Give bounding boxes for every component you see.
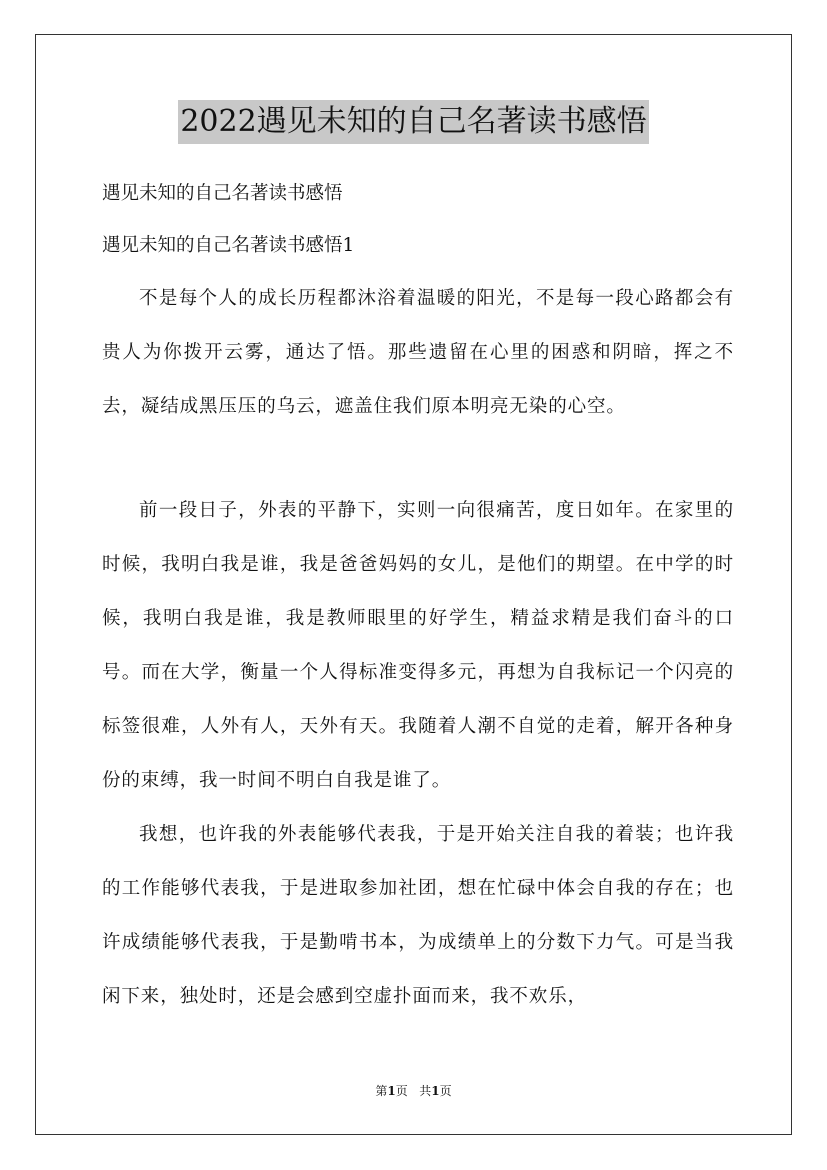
document-body [102,168,734,1024]
document-title: 2022遇见未知的自己名著读书感悟 [178,100,648,144]
paragraph-1: 不是每个人的成长历程都沐浴着温暖的阳光，不是每一段心路都会有贵人为你拨开云雾，通达了悟。那些遗留在心里的困惑和阴暗，挥之不去，凝结成黑压压的乌云，遮盖住我们原本明亮无染的心空。 [102,288,734,417]
paragraph-2: 前一段日子，外表的平静下，实则一向很痛苦，度日如年。在家里的时候，我明白我是谁，我是爸爸妈妈的女儿，是他们的期望。在中学的时候，我明白我是谁，我是教师眼里的好学生，精益求精是我们奋斗的口号。而在大学，衡量一个人得标准变得多元，再想为自我标记一个闪亮的标签很难，人外有人，天外有天。我随着人潮不自觉的走着，解开各种身份的束缚，我一时间不明白自我是谁了。 [102,500,734,791]
paragraph-gap [102,434,734,484]
title-container [0,100,827,144]
page-label-prefix: 第 [375,1084,388,1098]
page-current-number: 1 [387,1084,396,1098]
document-subtitle: 遇见未知的自己名著读书感悟 [102,183,343,204]
total-label-prefix: 共 [419,1084,432,1098]
page-footer [0,1083,827,1099]
section-heading: 遇见未知的自己名著读书感悟1 [102,235,355,256]
page-total-number: 1 [431,1084,440,1098]
total-label-suffix: 页 [439,1084,452,1098]
page-label-suffix: 页 [395,1084,408,1098]
paragraph-3: 我想，也许我的外表能够代表我，于是开始关注自我的着装；也许我的工作能够代表我，于是进取参加社团，想在忙碌中体会自我的存在；也许成绩能够代表我，于是勤啃书本，为成绩单上的分数下力气。可是当我闲下来，独处时，还是会感到空虚扑面而来，我不欢乐， [102,824,734,1007]
